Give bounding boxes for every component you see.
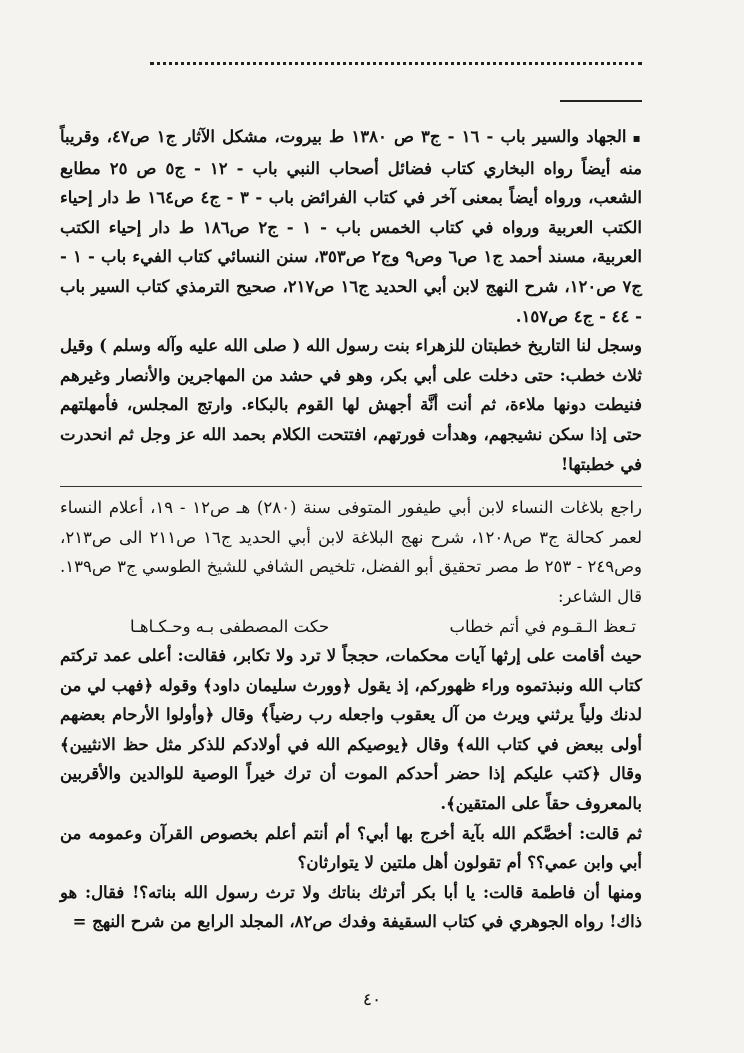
footnote-separator xyxy=(60,486,642,487)
footnote-references: ▪ الجهاد والسير باب - ١٦ - ج٣ ص ١٣٨٠ ط بيروت، مشكل الآثار ج١ ص٤٧، وقريباً منه أيضاً رواه البخاري كتاب فضائل أصحاب النبي باب - ١٢ - ج٥ ص ٢٥ مطابع الشعب، ورواه أيضاً بمعنى آخر في كتاب الفرائض باب - ٣ - ج٤ ص١٦٤ ط دار إحياء الكتب العربية ورواه في كتاب الخمس باب - ١ - ج٢ ص١٨٦ ط دار إحياء الكتب العربية، مسند أحمد ج١ ص٦ وص٩ وج٢ ص٣٥٣، سنن النسائي كتاب الفيء باب - ١ - ج٧ ص١٢٠، شرح النهج لابن أبي الحديد ج١٦ ص٢١٧، صحيح الترمذي كتاب السير باب - ٤٤ - ج٤ ص١٥٧. xyxy=(60,122,642,331)
top-rule xyxy=(560,100,642,102)
paragraph-question: ثم قالت: أخصَّكم الله بآية أخرج بها أبي؟ أم أنتم أعلم بخصوص القرآن وعمومه من أبي وابن عمي؟؟ أم تقولون أهل ملتين لا يتوارثان؟ xyxy=(60,823,642,873)
paragraph-references: راجع بلاغات النساء لابن أبي طيفور المتوفى سنة (٢٨٠) هـ ص١٢ - ١٩، أعلام النساء لعمر كحالة ج٣ ص١٢٠٨، شرح نهج البلاغة لابن أبي الحديد ج١٦ ص٢١١ الى ص٢١٣، وص٢٤٩ - ٢٥٣ ط مصر تحقيق أبو الفضل، تلخيص الشافي للشيخ الطوسي ج٣ ص١٣٩. قال الشاعر: xyxy=(60,498,642,606)
verse-first-hemistich: تـعظ الـقـوم في أتم خطاب xyxy=(449,616,636,636)
dotted-header-line xyxy=(150,62,642,65)
paragraph-sermons: وسجل لنا التاريخ خطبتان للزهراء بنت رسول الله ( صلى الله عليه وآله وسلم ) وقيل ثلاث خطب: حتى دخلت على أبي بكر، وهو في حشد من المهاجرين والأنصار وغيرهم فنيطت دونها ملاءة، ثم أنت أنَّة أجهش لها القوم بالبكاء. وارتج المجلس، فأمهلتهم حتى إذا سكن نشيجهم، وهدأت فورتهم، افتتحت الكلام بحمد الله عز وجل ثم انحدرت في خطبتها! xyxy=(60,336,642,474)
paragraph-quran-verses: حيث أقامت على إرثها آيات محكمات، حججاً لا ترد ولا تكابر، فقالت: أعلى عمد تركتم كتاب الله ونبذتموه وراء ظهوركم، إذ يقول ﴿وورث سليمان داود﴾ وقوله ﴿فهب لي من لدنك ولياً يرثني ويرث من آل يعقوب واجعله رب رضياً﴾ وقال ﴿وأولوا الأرحام بعضهم أولى ببعض في كتاب الله﴾ وقال ﴿يوصيكم الله في أولادكم للذكر مثل حظ الانثيين﴾ وقال ﴿كتب عليكم إذا حضر أحدكم الموت أن ترك خيراً الوصية للوالدين والأقربين بالمعروف حقاً على المتقين﴾. xyxy=(60,646,642,814)
page-body xyxy=(60,122,642,937)
page-number: ٤٠ xyxy=(362,990,382,1010)
paragraph-jawhari: ومنها أن فاطمة قالت: يا أبا بكر أترثك بناتك ولا ترث رسول الله بناته؟! فقال: هو ذاك! رواه الجوهري في كتاب السقيفة وفدك ص٨٢، المجلد الرابع من شرح النهج = xyxy=(60,882,642,932)
verse-second-hemistich: حكت المصطفى بـه وحـكـاهـا xyxy=(130,616,330,636)
poem-verse xyxy=(60,612,642,642)
